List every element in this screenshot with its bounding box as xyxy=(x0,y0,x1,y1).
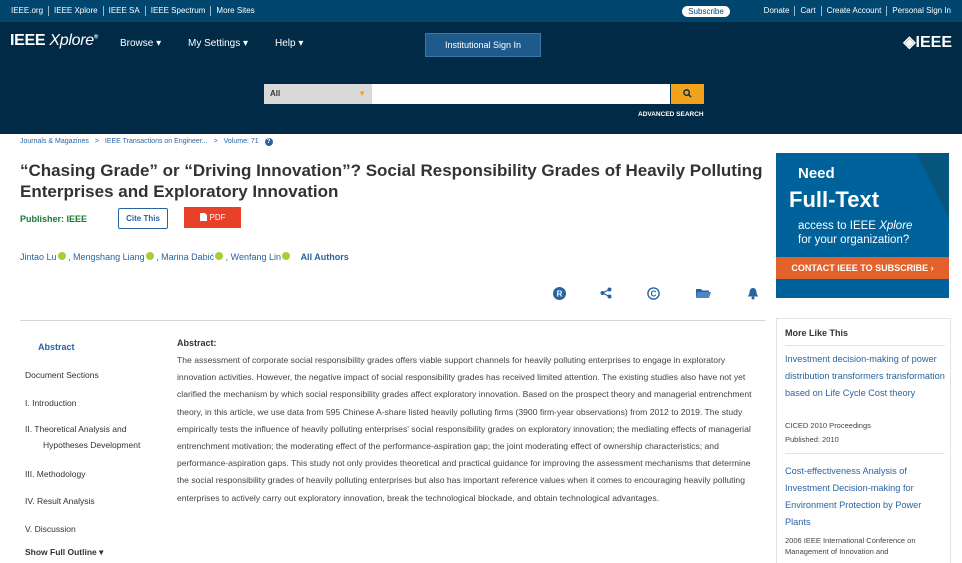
bell-icon[interactable] xyxy=(747,287,759,303)
ad-need: Need xyxy=(798,165,835,182)
breadcrumb xyxy=(20,138,277,146)
chevron-down-icon: ▾ xyxy=(156,38,162,49)
pdf-button-label: PDF xyxy=(209,213,226,222)
sidebar-item-result-analysis[interactable]: IV. Result Analysis xyxy=(25,496,95,506)
institutional-sign-in-button[interactable]: Institutional Sign In xyxy=(425,33,541,57)
author-link[interactable]: Mengshang Liang xyxy=(73,252,145,262)
search-input[interactable] xyxy=(372,84,670,104)
author-list: Jintao Lu , Mengshang Liang , Marina Dabić , Wenfang Lin All Authors xyxy=(20,252,349,262)
search-icon xyxy=(683,89,692,98)
chevron-down-icon: ▾ xyxy=(243,38,249,49)
utility-links-left xyxy=(6,6,260,16)
sidebar-item-discussion[interactable]: V. Discussion xyxy=(25,524,76,534)
caret-down-icon: ▼ xyxy=(358,89,366,98)
ieee-logo[interactable]: ◈IEEE xyxy=(903,34,952,51)
sidebar-item-methodology[interactable]: III. Methodology xyxy=(25,469,86,479)
related-article-link[interactable]: Cost-effectiveness Analysis of Investment Decision-making for Environment Protection by Power Plants xyxy=(785,466,922,527)
ad-access-line2: for your organization? xyxy=(798,234,910,246)
rights-icon[interactable] xyxy=(553,287,566,303)
author-link[interactable]: Wenfang Lin xyxy=(230,252,282,262)
author-link[interactable]: Marina Dabić xyxy=(161,252,215,262)
logo-sub-text: Xplore xyxy=(49,32,94,49)
chevron-down-icon: ▾ xyxy=(298,38,304,49)
link-ieee-spectrum[interactable]: IEEE Spectrum xyxy=(146,6,212,16)
breadcrumb-separator: > xyxy=(94,138,99,145)
all-authors-link[interactable]: All Authors xyxy=(300,252,349,262)
article-title: “Chasing Grade” or “Driving Innovation”? Social Responsibility Grades of Heavily Polluting Enterprises and Exploratory Innovation xyxy=(20,161,763,201)
cite-this-button[interactable]: Cite This xyxy=(118,208,168,229)
abstract-text: The assessment of corporate social responsibility grades offers viable support channels for heavily polluting enterprises to engage in exploratory innovation activities. However, the negative impact of social responsibility grades has received limited attention. The existing studies also have not yet clarified the mechanism by which social responsibility grades affect exploratory innovation. Based on the prospect theory and managerial entrenchment theory, in this article, we use data from 595 Chinese A-share listed heavily polluting firms (3900 firm-year observations) from 2012 to 2019. The study empirically tests the influence of heavily polluting enterprises' social responsibility grades on exploratory innovation; the mediating effects of managerial entrenchment motivation; the moderating effect of the performance-aspiration gap; the joint moderating effect of ownership characteristics; and performance-aspiration gaps. This study not only provides theoretical and practical guidance for improving the assessment mechanisms that determine the social responsibility grades of heavily polluting enterprises but also has important reference values when it comes to encouraging heavily polluting enterprises to actively carry out exploratory innovation, break the technological blockade, and obtain technological advantages. xyxy=(177,355,752,503)
search-button[interactable] xyxy=(671,84,704,104)
svg-text:C: C xyxy=(650,289,657,299)
sidebar-item-theoretical-analysis-cont[interactable]: Hypotheses Development xyxy=(43,440,141,450)
svg-text:R: R xyxy=(556,289,563,299)
ad-access-em: Xplore xyxy=(879,220,913,232)
link-create-account[interactable]: Create Account xyxy=(822,6,888,16)
ad-decoration xyxy=(916,153,949,233)
ad-access-line1: access to IEEE xyxy=(798,220,876,232)
link-ieee-xplore[interactable]: IEEE Xplore xyxy=(49,6,104,16)
related-article-link[interactable]: Investment decision-making of power distribution transformers transformation based on Life Cycle Cost theory xyxy=(785,354,945,398)
advanced-search-link[interactable]: ADVANCED SEARCH xyxy=(638,111,704,118)
logo-main-text: IEEE xyxy=(10,32,46,49)
nav-browse[interactable] xyxy=(120,38,161,49)
help-icon[interactable]: ? xyxy=(265,138,273,146)
folder-icon[interactable] xyxy=(696,287,711,302)
share-icon[interactable] xyxy=(600,287,612,302)
more-like-this-heading: More Like This xyxy=(785,328,849,338)
nav-my-settings-label: My Settings xyxy=(188,38,241,49)
main-header xyxy=(0,22,962,64)
nav-my-settings[interactable] xyxy=(188,38,248,49)
more-like-this-panel xyxy=(776,318,951,563)
full-text-ad[interactable] xyxy=(776,153,949,298)
related-article-meta: 2006 IEEE International Conference on Management of Innovation and xyxy=(785,536,916,556)
search-scope-value: All xyxy=(270,89,281,98)
sidebar-item-introduction[interactable]: I. Introduction xyxy=(25,398,77,408)
divider xyxy=(785,453,945,454)
sidebar-tab-abstract[interactable]: Abstract xyxy=(38,342,75,352)
pdf-icon xyxy=(200,213,207,221)
link-personal-sign-in[interactable]: Personal Sign In xyxy=(892,6,951,15)
copyright-icon[interactable] xyxy=(647,287,660,303)
pdf-button[interactable] xyxy=(184,207,241,228)
link-donate[interactable]: Donate xyxy=(759,6,796,16)
orcid-icon[interactable] xyxy=(146,252,154,260)
nav-help-label: Help xyxy=(275,38,296,49)
ad-full-text: Full-Text xyxy=(789,187,880,212)
breadcrumb-separator: > xyxy=(213,138,218,145)
utility-links-right xyxy=(759,6,956,16)
contact-ieee-subscribe-button[interactable]: CONTACT IEEE TO SUBSCRIBE › xyxy=(776,257,949,279)
link-more-sites[interactable]: More Sites xyxy=(216,6,255,15)
sidebar-item-theoretical-analysis[interactable]: II. Theoretical Analysis and xyxy=(25,424,127,434)
related-article-meta: CICED 2010 Proceedings xyxy=(785,421,871,430)
author-link[interactable]: Jintao Lu xyxy=(20,252,57,262)
breadcrumb-volume[interactable]: Volume: 71 xyxy=(223,138,259,145)
utility-bar xyxy=(0,0,962,22)
publisher: Publisher: IEEE xyxy=(20,214,88,224)
subscribe-button[interactable]: Subscribe xyxy=(682,6,730,17)
orcid-icon[interactable] xyxy=(215,252,223,260)
nav-help[interactable] xyxy=(275,38,303,49)
link-ieee-sa[interactable]: IEEE SA xyxy=(104,6,146,16)
content-divider xyxy=(20,320,765,321)
link-cart[interactable]: Cart xyxy=(795,6,821,16)
link-ieee-org[interactable]: IEEE.org xyxy=(6,6,49,16)
ad-access-text xyxy=(798,219,912,247)
divider xyxy=(785,345,945,346)
search-band xyxy=(0,64,962,134)
xplore-logo[interactable] xyxy=(10,32,98,50)
related-article-meta: Published: 2010 xyxy=(785,435,839,444)
show-full-outline-button[interactable]: Show Full Outline ▾ xyxy=(25,547,104,557)
search-scope-select[interactable] xyxy=(264,84,372,104)
abstract-heading: Abstract: xyxy=(177,338,217,348)
orcid-icon[interactable] xyxy=(58,252,66,260)
breadcrumb-journals[interactable]: Journals & Magazines xyxy=(20,138,89,145)
sidebar-document-sections: Document Sections xyxy=(25,370,99,380)
breadcrumb-transactions[interactable]: IEEE Transactions on Engineer... xyxy=(104,138,208,145)
orcid-icon[interactable] xyxy=(282,252,290,260)
logo-registered-mark: ® xyxy=(93,34,98,41)
nav-browse-label: Browse xyxy=(120,38,154,49)
